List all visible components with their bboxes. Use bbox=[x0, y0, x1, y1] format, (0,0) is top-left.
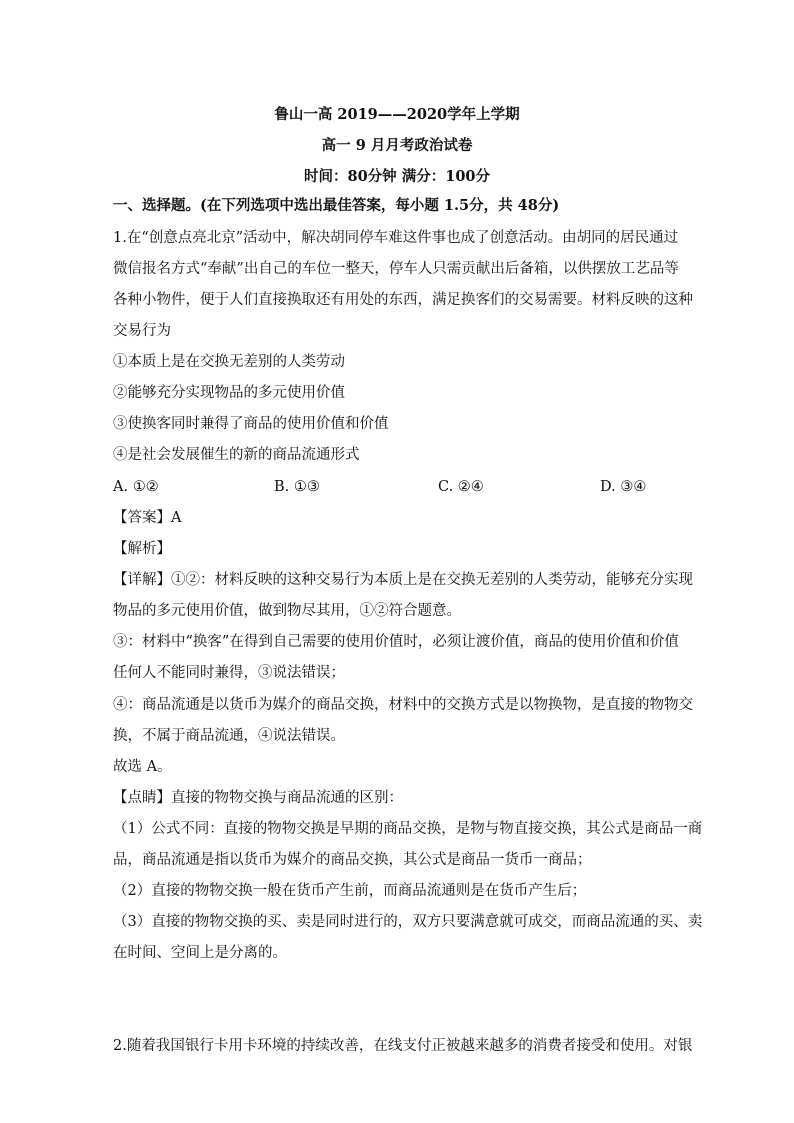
tip-line: （2）直接的物物交换一般在货币产生前，而商品流通则是在货币产生后； bbox=[113, 883, 587, 899]
tip-line: 在时间、空间上是分离的。 bbox=[113, 945, 287, 961]
tip-line: （1）公式不同：直接的物物交换是早期的商品交换，是物与物直接交换，其公式是商品一商 bbox=[113, 821, 703, 837]
tip-line: （3）直接的物物交换的买、卖是同时进行的，双方只要满意就可成交，而商品流通的买、卖 bbox=[113, 914, 703, 930]
analysis-label: 【解析】 bbox=[113, 541, 171, 557]
statement-item: ①本质上是在交换无差别的人类劳动 bbox=[113, 354, 345, 370]
statement-item: ③使换客同时兼得了商品的使用价值和价值 bbox=[113, 416, 389, 432]
question-stem-line: 交易行为 bbox=[113, 323, 171, 339]
statement-item: ②能够充分实现物品的多元使用价值 bbox=[113, 385, 345, 401]
explanation-line: 任何人不能同时兼得，③说法错误； bbox=[113, 665, 345, 681]
statement-item: ④是社会发展催生的新的商品流通形式 bbox=[113, 447, 360, 463]
question-stem-line: 微信报名方式“奉献”出自己的车位一整天，停车人只需贡献出后备箱，以供摆放工艺品等 bbox=[113, 261, 679, 277]
tip-heading: 【点睛】直接的物物交换与商品流通的区别： bbox=[113, 790, 403, 806]
question-stem-line: 各种小物件，便于人们直接换取还有用处的东西，满足换客们的交易需要。材料反映的这种 bbox=[113, 292, 693, 308]
option-a: A. ①② bbox=[113, 479, 159, 495]
question-stem-line: 1.在“创意点亮北京”活动中，解决胡同停车难这件事也成了创意活动。由胡同的居民通过 bbox=[113, 230, 679, 246]
conclusion-line: 故选 A。 bbox=[113, 759, 172, 775]
option-d: D. ③④ bbox=[600, 479, 647, 495]
section-heading: 一、选择题。(在下列选项中选出最佳答案，每小题 1.5分，共 48分) bbox=[113, 197, 560, 214]
explanation-line: ④：商品流通是以货币为媒介的商品交换，材料中的交换方式是以物换物，是直接的物物交 bbox=[113, 697, 693, 713]
option-b: B. ①③ bbox=[274, 479, 320, 495]
explanation-line: 【详解】①②：材料反映的这种交易行为本质上是在交换无差别的人类劳动，能够充分实现 bbox=[113, 572, 693, 588]
explanation-line: 换，不属于商品流通，④说法错误。 bbox=[113, 728, 345, 744]
exam-school-title: 鲁山一高 2019——2020学年上学期 bbox=[274, 106, 520, 123]
exam-time-score: 时间：80分钟 满分：100分 bbox=[304, 168, 490, 185]
explanation-line: ③：材料中“换客”在得到自己需要的使用价值时，必须让渡价值，商品的使用价值和价值 bbox=[113, 634, 679, 650]
answer-line: 【答案】A bbox=[113, 510, 182, 526]
exam-subject-title: 高一 9 月月考政治试卷 bbox=[321, 137, 473, 154]
option-c: C. ②④ bbox=[438, 479, 484, 495]
tip-line: 品，商品流通是指以货币为媒介的商品交换，其公式是商品一货币一商品； bbox=[113, 852, 592, 868]
question-2-stem: 2.随着我国银行卡用卡环境的持续改善，在线支付正被越来越多的消费者接受和使用。对银 bbox=[113, 1038, 693, 1054]
explanation-line: 物品的多元使用价值，做到物尽其用，①②符合题意。 bbox=[113, 603, 461, 619]
